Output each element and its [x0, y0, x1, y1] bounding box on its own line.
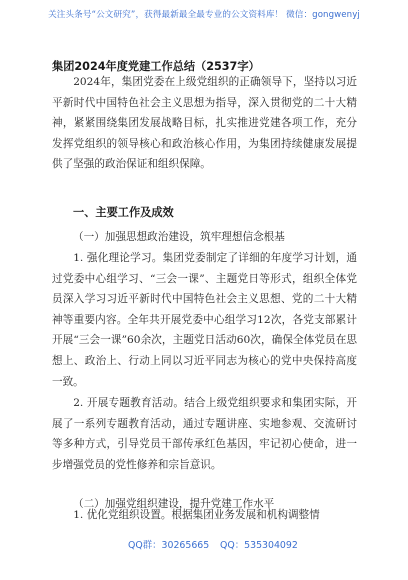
footer-qq-contact: QQ：535304092 — [220, 540, 298, 551]
section-heading-main-work: 一、主要工作及成效 — [73, 206, 174, 219]
header-banner: 关注头条号“公文研究”，获得最新最全最专业的公文资料库！ 微信：gongwenyj — [48, 10, 360, 20]
paragraph-theory-study: 1. 强化理论学习。集团党委制定了详细的年度学习计划，通过党委中心组学习、“三会一课”、主题党日等形式，组织全体党员深入学习习近平新时代中国特色社会主义思想、党的二十大精神等重要内容。全年共开展党委中心组学习12次，各党支部累计开展“三会一课”60余次，主题党日活动60次，确保全体党员在思想上、政治上、行动上同以习近平同志为核心的党中央保持高度一致。 — [52, 252, 357, 388]
subsection-heading-ideology: （一）加强思想政治建设，筑牢理想信念根基 — [73, 231, 285, 243]
footer-qq-group: QQ群：30265665 — [128, 540, 210, 551]
paragraph-optimize-organization: 1. 优化党组织设置。根据集团业务发展和机构调整情 — [73, 509, 320, 521]
document-title: 集团2024年度党建工作总结（2537字） — [52, 60, 260, 73]
subsection-heading-organization: （二）加强党组织建设，提升党建工作水平 — [73, 498, 275, 510]
paragraph-special-education: 2. 开展专题教育活动。结合上级党组织要求和集团实际，开展了一系列专题教育活动，通过专题讲座、实地参观、交流研讨等多种方式，引导党员干部传承红色基因，牢记初心使命，进一步增强党员的党性修养和宗旨意识。 — [52, 397, 357, 471]
intro-paragraph: 2024年，集团党委在上级党组织的正确领导下，坚持以习近平新时代中国特色社会主义思想为指导，深入贯彻党的二十大精神，紧紧围绕集团发展战略目标，扎实推进党建各项工作，充分发挥党组织的领导核心和政治核心作用，为集团持续健康发展提供了坚强的政治保证和组织保障。 — [52, 76, 357, 171]
